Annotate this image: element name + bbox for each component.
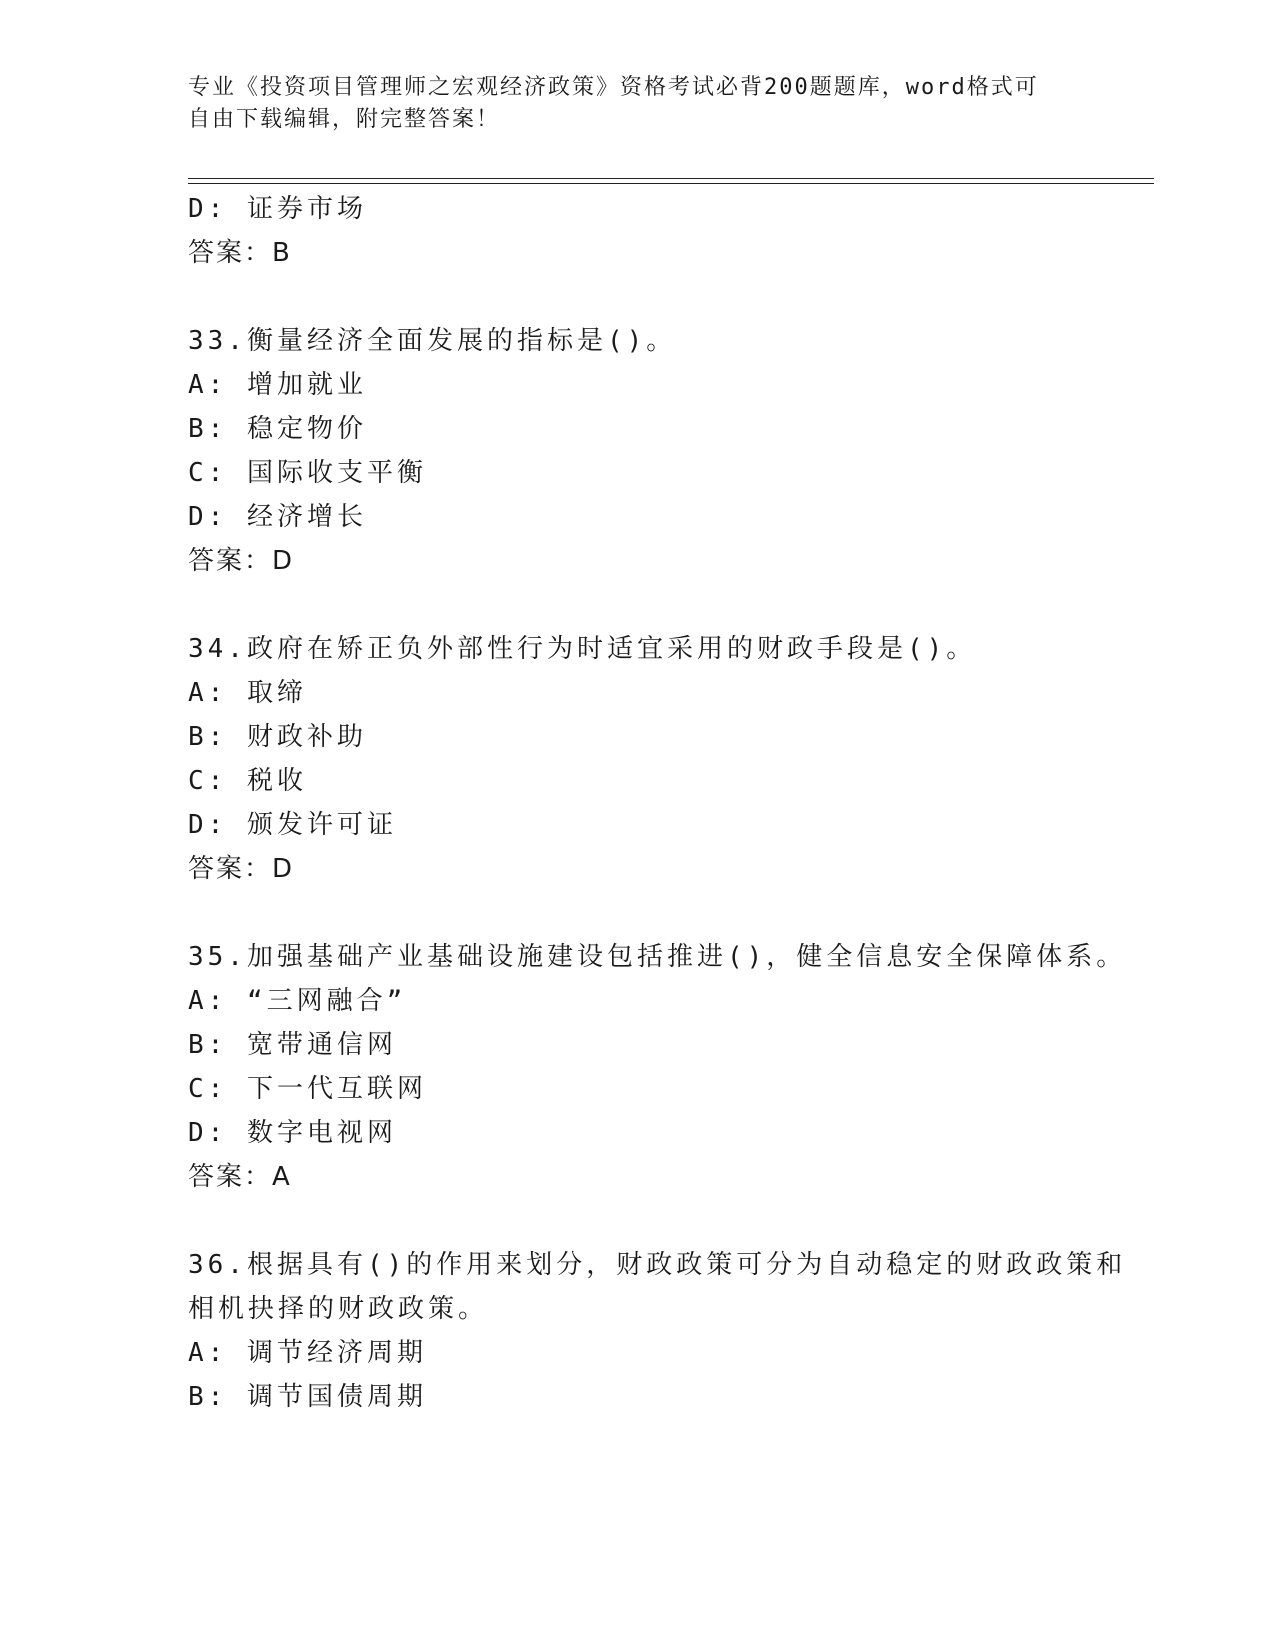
option-a: A: 调节经济周期 xyxy=(188,1338,427,1368)
option-b: B: 财政补助 xyxy=(188,722,367,752)
option-d: D: 颁发许可证 xyxy=(188,810,397,840)
option-d: D: 数字电视网 xyxy=(188,1118,397,1148)
option-a: A: “三网融合” xyxy=(188,986,407,1016)
question-36-continued: 相机抉择的财政政策。 xyxy=(188,1294,489,1324)
answer-line: 答案：A xyxy=(188,1162,292,1192)
option-b: B: 稳定物价 xyxy=(188,414,367,444)
question-36: 36.根据具有()的作用来划分，财政政策可分为自动稳定的财政政策和 xyxy=(188,1250,1127,1280)
option-c: C: 下一代互联网 xyxy=(188,1074,427,1104)
answer-line: 答案：B xyxy=(188,238,292,268)
question-35: 35.加强基础产业基础设施建设包括推进()，健全信息安全保障体系。 xyxy=(188,942,1127,972)
header-line-1: 专业《投资项目管理师之宏观经济政策》资格考试必背200题题库，word格式可 xyxy=(188,75,1039,100)
option-b: B: 宽带通信网 xyxy=(188,1030,397,1060)
header-divider-top xyxy=(188,178,1154,179)
answer-line: 答案：D xyxy=(188,854,295,884)
option-d: D: 经济增长 xyxy=(188,502,367,532)
header-line-2: 自由下载编辑，附完整答案！ xyxy=(188,107,501,132)
option-a: A: 取缔 xyxy=(188,678,307,708)
question-34: 34.政府在矫正负外部性行为时适宜采用的财政手段是()。 xyxy=(188,634,977,664)
option-a: A: 增加就业 xyxy=(188,370,367,400)
option-c: C: 税收 xyxy=(188,766,307,796)
answer-line: 答案：D xyxy=(188,546,295,576)
header-divider-bottom xyxy=(188,183,1154,184)
document-header xyxy=(188,72,1088,136)
question-33: 33.衡量经济全面发展的指标是()。 xyxy=(188,326,677,356)
option-c: C: 国际收支平衡 xyxy=(188,458,427,488)
option-d: D: 证券市场 xyxy=(188,194,367,224)
option-b: B: 调节国债周期 xyxy=(188,1382,427,1412)
